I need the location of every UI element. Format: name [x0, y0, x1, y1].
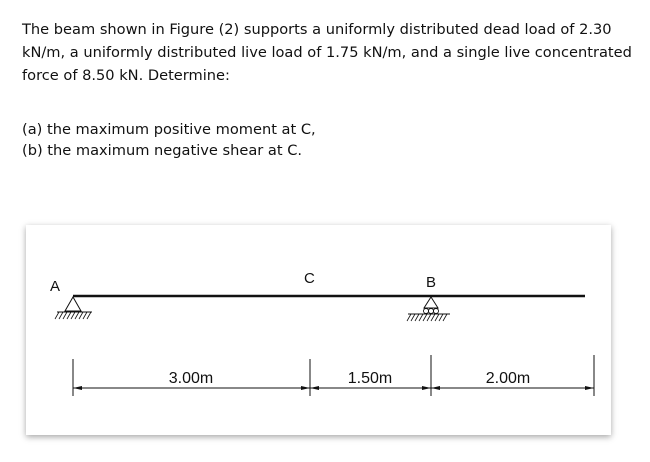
span-ac-label: 3.00m	[168, 370, 214, 387]
span-cb-label: 1.50m	[347, 370, 393, 387]
problem-text: The beam shown in Figure (2) supports a uniformly distributed dead load of 2.30 kN/m, a uniformly distributed live load of 1.75 kN/m, and a single live concentrated force of 8.50 kN. Determine:	[22, 21, 632, 84]
pin-support-a	[55, 297, 92, 319]
overhang-label: 2.00m	[485, 370, 531, 387]
part-a-text: (a) the maximum positive moment at C,	[22, 121, 316, 138]
beam-figure	[26, 225, 611, 435]
label-b: B	[425, 274, 437, 291]
problem-statement	[22, 18, 632, 87]
problem-parts	[22, 119, 316, 161]
roller-support-b	[407, 297, 450, 321]
beam-diagram	[26, 225, 611, 435]
label-a: A	[50, 278, 61, 295]
label-c: C	[304, 270, 315, 287]
part-b-text: (b) the maximum negative shear at C.	[22, 142, 303, 159]
